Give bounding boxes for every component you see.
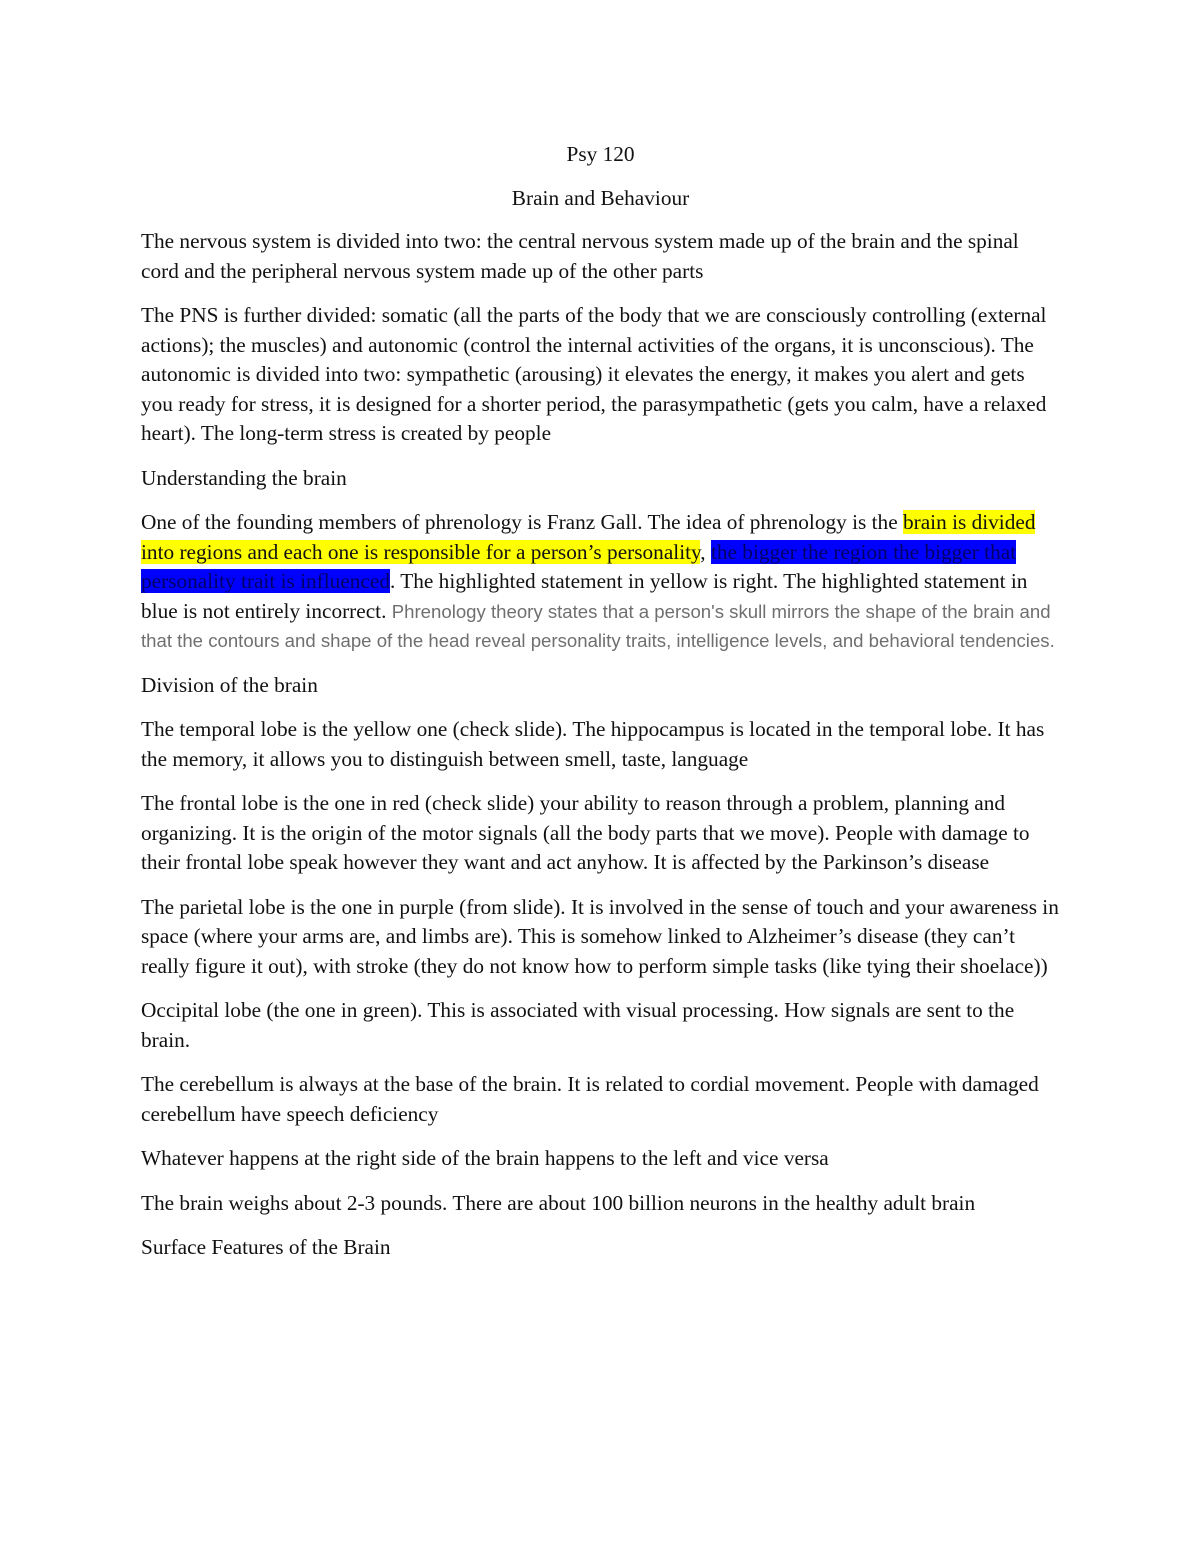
blue-highlight-text: the bigger the region the bigger that personality trait is influenced: [141, 539, 1017, 593]
document-title: Psy 120: [566, 142, 635, 166]
paragraph-brain-sides: Whatever happens at the right side of the brain happens to the left and vice versa: [141, 1146, 829, 1170]
paragraph-nervous-system: The nervous system is divided into two: the central nervous system made up of the brain and the spinal cord and the peripheral nervous system made up of the other parts: [141, 229, 1019, 283]
paragraph-phrenology: [141, 508, 1060, 656]
phrenology-gray-text: Phrenology theory states that a person's skull mirrors the shape of the brain and that the contours and shape of the head reveal personality traits, intelligence levels, and behavioral tendencies.: [141, 600, 1055, 651]
heading-understanding-brain: Understanding the brain: [141, 465, 347, 490]
heading-division-of-brain: Division of the brain: [141, 672, 318, 697]
document-subtitle: Brain and Behaviour: [511, 185, 690, 210]
yellow-highlight-text: brain is divided into regions and each one is responsible for a person’s personality: [141, 510, 1036, 564]
paragraph-parietal-lobe: The parietal lobe is the one in purple (from slide). It is involved in the sense of touch and your awareness in space (where your arms are, and limbs are). This is somehow linked to Alzheimer’s disease (they can’t really figure it out), with stroke (they do not know how to perform simple tasks (like tying their shoelace)): [141, 894, 1059, 978]
heading-surface-features: Surface Features of the Brain: [141, 1235, 391, 1259]
paragraph-occipital-lobe: Occipital lobe (the one in green). This is associated with visual processing. How signals are sent to the brain.: [141, 998, 1015, 1052]
paragraph-temporal-lobe: The temporal lobe is the yellow one (check slide). The hippocampus is located in the temporal lobe. It has the memory, it allows you to distinguish between smell, taste, language: [141, 717, 1045, 771]
paragraph-pns: The PNS is further divided: somatic (all the parts of the body that we are consciously controlling (external actions); the muscles) and autonomic (control the internal activities of the organs, it is unconscious). The autonomic is divided into two: sympathetic (arousing) it elevates the energy, it makes you alert and gets you ready for stress, it is designed for a shorter period, the parasympathetic (gets you calm, have a relaxed heart). The long-term stress is created by people: [141, 303, 1047, 445]
phrenology-after-text: . The highlighted statement in yellow is right. The highlighted statement in blue is not entirely incorrect.: [141, 569, 1028, 623]
phrenology-intro-text: One of the founding members of phrenology is Franz Gall. The idea of phrenology is the: [141, 510, 903, 534]
phrenology-comma: ,: [700, 539, 711, 564]
paragraph-cerebellum: The cerebellum is always at the base of the brain. It is related to cordial movement. People with damaged cerebellum have speech deficiency: [141, 1072, 1039, 1126]
paragraph-brain-weight: The brain weighs about 2-3 pounds. There are about 100 billion neurons in the healthy adult brain: [141, 1190, 976, 1215]
paragraph-frontal-lobe: The frontal lobe is the one in red (check slide) your ability to reason through a problem, planning and organizing. It is the origin of the motor signals (all the body parts that we move). People with damage to their frontal lobe speak however they want and act anyhow. It is affected by the Parkinson’s disease: [141, 791, 1030, 874]
